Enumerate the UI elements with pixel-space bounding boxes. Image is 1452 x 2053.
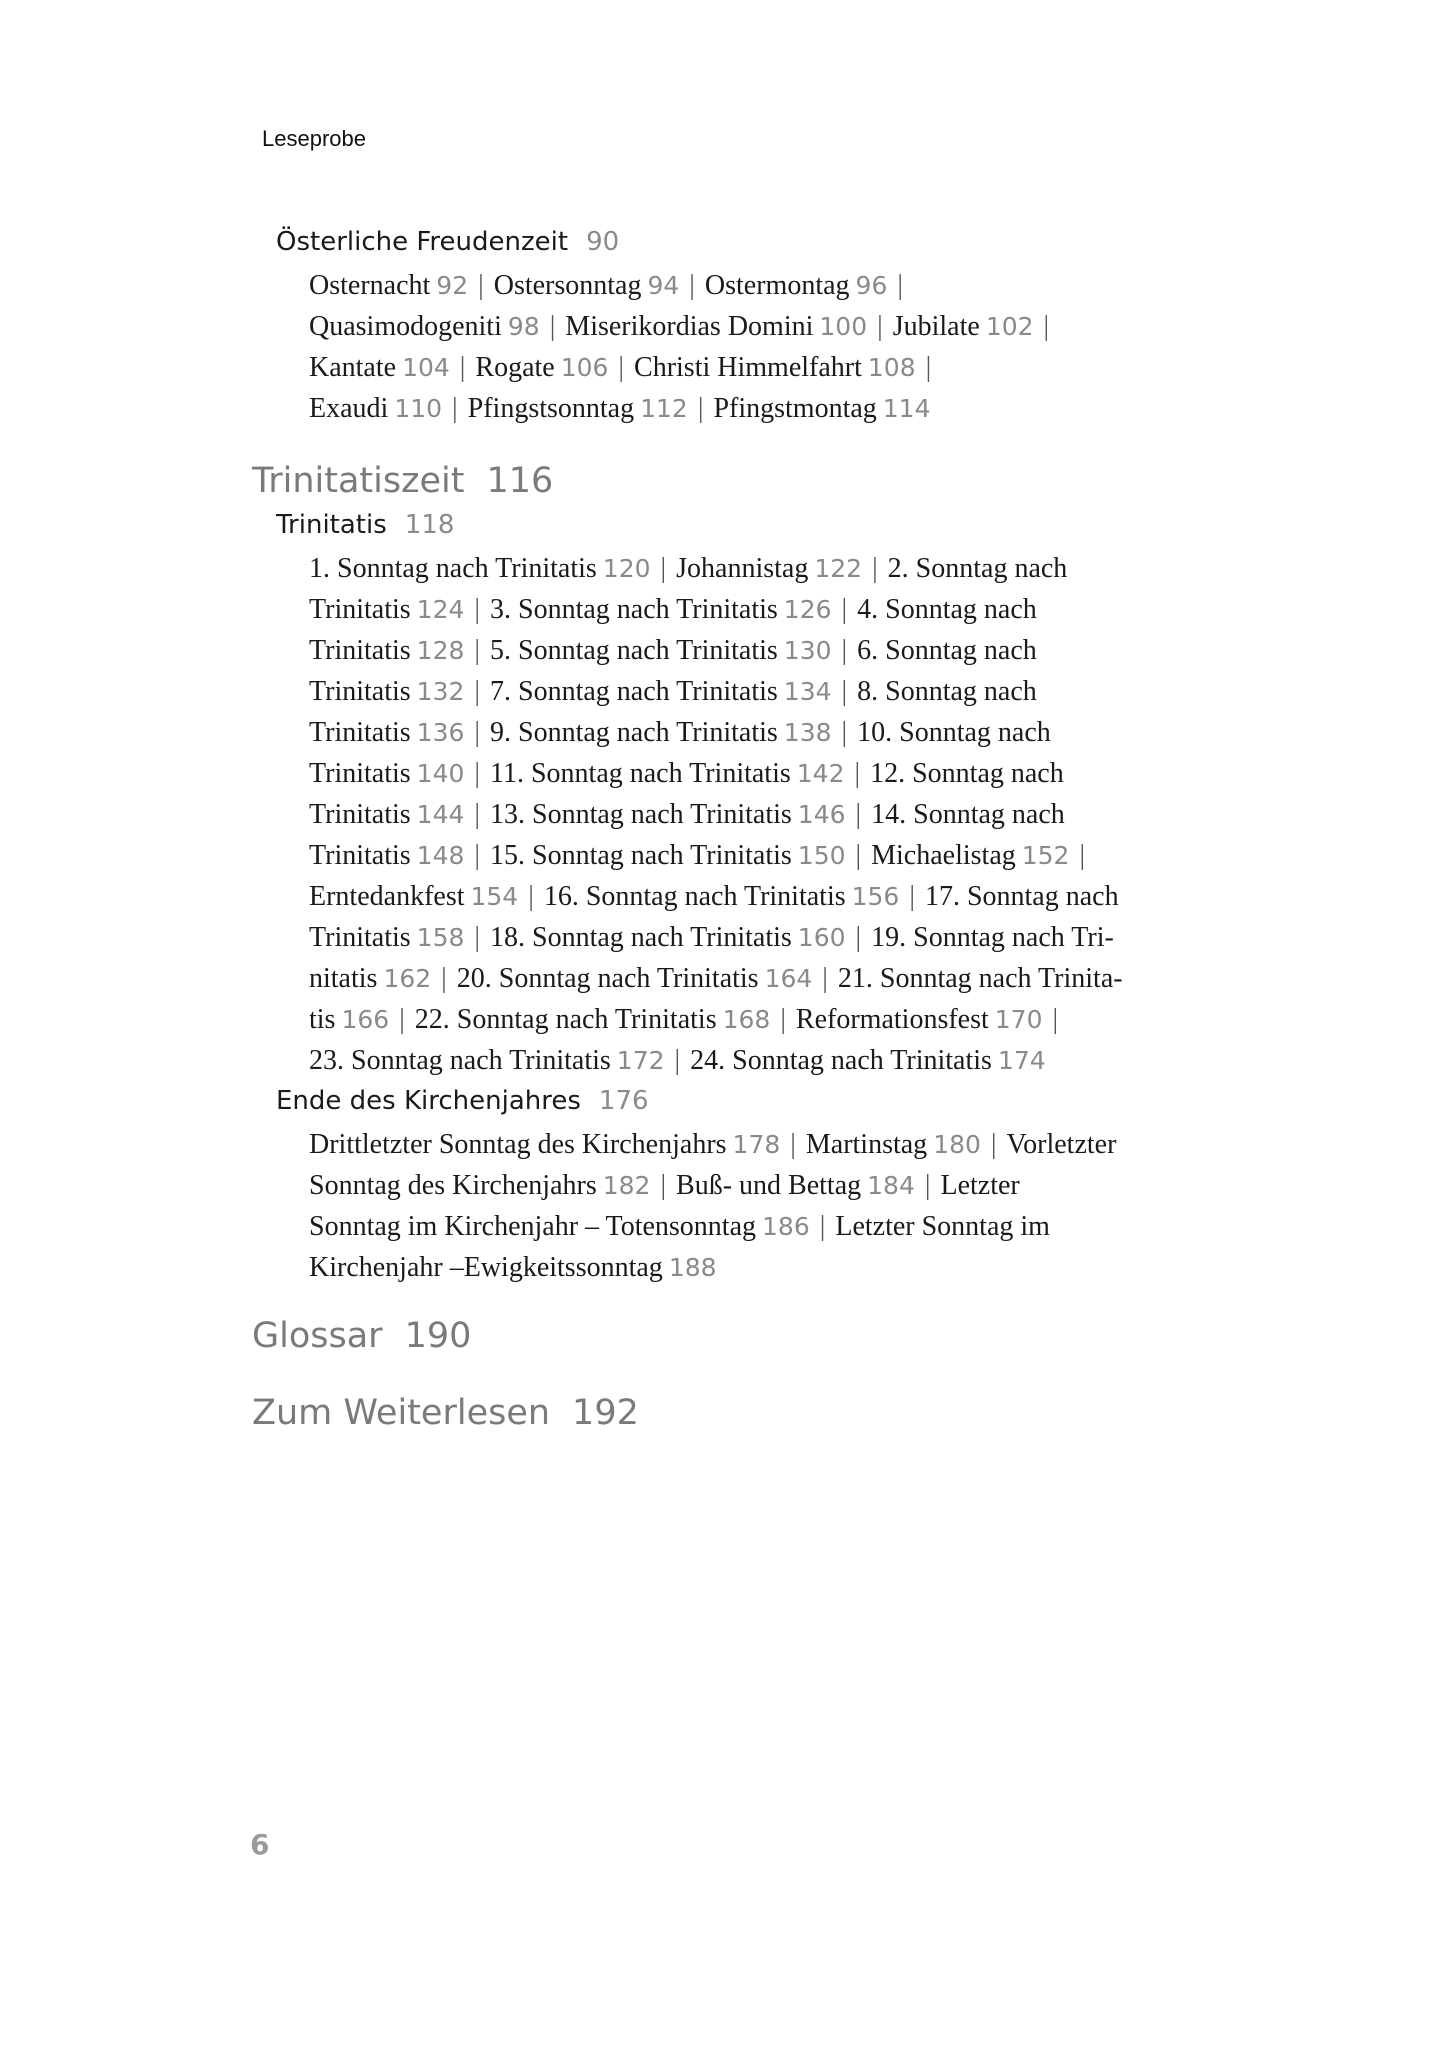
toc-heading-trinitatis: [276, 510, 454, 540]
toc-entry: [857, 717, 1051, 748]
separator: |: [841, 635, 848, 666]
separator: |: [474, 922, 480, 953]
separator: |: [780, 1004, 786, 1035]
toc-entry: [309, 676, 464, 707]
toc-entry-page: 140: [416, 759, 465, 788]
toc-entry-title: Kantate: [309, 352, 397, 383]
separator: |: [855, 799, 862, 830]
toc-line: [309, 388, 1249, 429]
toc-entry-title: Drittletzter Sonntag des Kirchenjahrs: [309, 1129, 727, 1160]
toc-entry-title: 8. Sonntag nach: [857, 676, 1037, 707]
toc-heading-title: Zum Weiterlesen: [252, 1393, 551, 1433]
toc-entry: [490, 758, 844, 789]
toc-entry-title: Sonntag des Kirchenjahrs: [309, 1170, 597, 1201]
toc-line: [309, 999, 1249, 1040]
separator: |: [618, 352, 625, 383]
toc-entry-page: 92: [436, 271, 469, 300]
toc-entry-title: 18. Sonntag nach Trinitatis: [490, 922, 792, 953]
toc-entry-title: Rogate: [475, 352, 555, 383]
toc-entry-title: 12. Sonntag nach: [870, 758, 1064, 789]
toc-entry-page: 158: [416, 923, 465, 952]
separator: |: [459, 352, 466, 383]
toc-heading-title: Österliche Freudenzeit: [276, 227, 569, 257]
toc-line: [309, 630, 1249, 671]
toc-entry: [309, 1252, 717, 1283]
toc-entry-title: 19. Sonntag nach Tri-: [871, 922, 1114, 953]
toc-entry: [838, 963, 1123, 994]
toc-entry: [857, 676, 1037, 707]
toc-entry-title: nitatis: [309, 963, 378, 994]
toc-entry-title: 10. Sonntag nach: [857, 717, 1051, 748]
toc-entry: [490, 594, 832, 625]
toc-entry-page: 122: [814, 554, 863, 583]
toc-entry-page: 172: [616, 1046, 665, 1075]
toc-entry: [309, 799, 464, 830]
toc-line: [309, 347, 1249, 388]
toc-entry: [309, 1211, 810, 1242]
toc-entry-title: Trinitatis: [309, 922, 411, 953]
toc-entry: [490, 840, 846, 871]
toc-entry: [309, 635, 464, 666]
separator: |: [660, 553, 667, 584]
toc-entries-oster: [309, 265, 1249, 429]
toc-entry-title: 2. Sonntag nach: [887, 553, 1068, 584]
toc-entry-page: 162: [383, 964, 432, 993]
toc-entry-page: 180: [933, 1130, 981, 1159]
toc-heading-title: Ende des Kirchenjahres: [276, 1086, 581, 1116]
toc-entry: [705, 270, 887, 301]
toc-entry-page: 106: [560, 353, 609, 382]
toc-line: [309, 958, 1249, 999]
toc-entry: [309, 311, 540, 342]
toc-entry-page: 94: [647, 271, 680, 300]
toc-entry-title: Miserikordias Domini: [565, 311, 814, 342]
toc-entry-page: 132: [416, 677, 465, 706]
separator: |: [478, 270, 484, 301]
separator: |: [1052, 1004, 1059, 1035]
toc-entry: [676, 553, 862, 584]
toc-entry-title: Trinitatis: [309, 840, 411, 871]
toc-entry-title: 14. Sonntag nach: [871, 799, 1065, 830]
toc-entry-title: 1. Sonntag nach Trinitatis: [309, 553, 597, 584]
toc-entry-title: 13. Sonntag nach Trinitatis: [490, 799, 792, 830]
toc-heading-page: 118: [404, 510, 455, 540]
toc-entry-title: Letzter Sonntag im: [835, 1211, 1050, 1242]
toc-entry: [871, 922, 1114, 953]
toc-entry-title: 15. Sonntag nach Trinitatis: [490, 840, 792, 871]
toc-entry-page: 166: [341, 1005, 390, 1034]
toc-entry: [309, 594, 464, 625]
toc-entry-page: 184: [867, 1171, 915, 1200]
toc-entry-page: 124: [416, 595, 465, 624]
toc-entry-title: Pfingstmontag: [713, 393, 877, 424]
toc-entry: [713, 393, 930, 424]
running-header: Leseprobe: [262, 126, 366, 151]
toc-heading-page: 176: [598, 1086, 649, 1116]
toc-entry-title: 7. Sonntag nach Trinitatis: [490, 676, 778, 707]
toc-entry-page: 136: [416, 718, 465, 747]
separator: |: [689, 270, 695, 301]
toc-entries-trinitatis: [309, 548, 1249, 1081]
toc-entry: [870, 758, 1064, 789]
toc-heading-page: 90: [586, 227, 620, 257]
toc-entry-page: 160: [797, 923, 846, 952]
toc-entry: [309, 963, 431, 994]
toc-entry-title: Trinitatis: [309, 594, 411, 625]
separator: |: [697, 393, 704, 424]
toc-entry: [309, 1045, 665, 1076]
toc-entry-title: 21. Sonntag nach Trinita-: [837, 963, 1123, 994]
toc-entry-page: 156: [851, 882, 900, 911]
toc-entry-page: 150: [797, 841, 846, 870]
toc-entry: [544, 881, 900, 912]
toc-line: [309, 1165, 1249, 1206]
toc-line: [309, 265, 1249, 306]
toc-entry: [475, 352, 608, 383]
toc-entry: [925, 881, 1119, 912]
toc-entry-title: Trinitatis: [309, 758, 411, 789]
toc-entry: [309, 881, 518, 912]
toc-entry-page: 96: [855, 271, 888, 300]
separator: |: [841, 676, 848, 707]
toc-line: [309, 876, 1249, 917]
toc-entry-page: 144: [416, 800, 465, 829]
separator: |: [909, 881, 915, 912]
toc-entry: [835, 1211, 1050, 1242]
toc-entry: [309, 1129, 780, 1160]
toc-entry: [857, 635, 1037, 666]
toc-entry-title: Buß- und Bettag: [676, 1170, 862, 1201]
toc-entry-page: 174: [997, 1046, 1046, 1075]
toc-entry: [309, 922, 464, 953]
separator: |: [441, 963, 447, 994]
separator: |: [674, 1045, 681, 1076]
toc-entry: [871, 840, 1069, 871]
toc-entry-page: 126: [783, 595, 832, 624]
toc-entry: [457, 963, 813, 994]
page-number: 6: [250, 1828, 270, 1861]
toc-entry: [490, 799, 846, 830]
toc-entry: [309, 352, 450, 383]
toc-entry-page: 152: [1021, 841, 1070, 870]
toc-entry-title: Exaudi: [309, 393, 389, 424]
toc-heading-page: 116: [486, 461, 554, 501]
toc-entry: [690, 1045, 1046, 1076]
toc-entry: [1007, 1129, 1117, 1160]
toc-entry: [871, 799, 1065, 830]
separator: |: [877, 311, 883, 342]
separator: |: [528, 881, 534, 912]
toc-entry-title: Sonntag im Kirchenjahr – Totensonntag: [309, 1211, 757, 1242]
toc-entry: [565, 311, 867, 342]
toc-line: [309, 835, 1249, 876]
toc-line: [309, 1124, 1249, 1165]
toc-entry-title: Letzter: [940, 1170, 1020, 1201]
separator: |: [790, 1129, 796, 1160]
toc-entry: [468, 393, 688, 424]
separator: |: [855, 840, 862, 871]
toc-entry-page: 142: [796, 759, 845, 788]
toc-heading-page: 192: [572, 1393, 639, 1433]
toc-entry: [309, 270, 468, 301]
separator: |: [474, 676, 480, 707]
separator: |: [897, 270, 903, 301]
toc-entry: [806, 1129, 981, 1160]
toc-entry: [676, 1170, 915, 1201]
separator: |: [452, 393, 458, 424]
toc-entry: [634, 352, 916, 383]
toc-entry-title: Jubilate: [892, 311, 980, 342]
separator: |: [399, 1004, 405, 1035]
toc-entry: [309, 393, 442, 424]
separator: |: [855, 922, 862, 953]
toc-entry-page: 164: [764, 964, 813, 993]
toc-line: [309, 794, 1249, 835]
toc-entry-page: 138: [783, 718, 832, 747]
toc-entry-page: 134: [783, 677, 832, 706]
toc-entry-title: 9. Sonntag nach Trinitatis: [490, 717, 778, 748]
toc-line: [309, 1040, 1249, 1081]
toc-entry-title: 24. Sonntag nach Trinitatis: [690, 1045, 992, 1076]
separator: |: [474, 799, 480, 830]
separator: |: [924, 1170, 931, 1201]
toc-entry-title: Kirchenjahr –Ewigkeitssonntag: [309, 1252, 663, 1283]
toc-entry-page: 120: [602, 554, 651, 583]
toc-entry-title: Christi Himmelfahrt: [634, 352, 862, 383]
toc-entry-title: Erntedankfest: [309, 881, 465, 912]
toc-heading-oesterliche-freudenzeit: [276, 227, 619, 257]
separator: |: [854, 758, 861, 789]
toc-entry-page: 128: [416, 636, 465, 665]
toc-entry: [940, 1170, 1019, 1201]
toc-heading-trinitatiszeit: [252, 461, 553, 501]
toc-entry-page: 186: [762, 1212, 810, 1241]
toc-line: [309, 589, 1249, 630]
toc-entry-title: Johannistag: [676, 553, 809, 584]
toc-entry: [490, 922, 846, 953]
toc-heading-glossar: [252, 1316, 471, 1356]
toc-entry-title: 11. Sonntag nach Trinitatis: [490, 758, 791, 789]
toc-entry-title: 3. Sonntag nach Trinitatis: [490, 594, 778, 625]
toc-heading-ende-des-kirchenjahres: [276, 1086, 649, 1116]
toc-entry-title: Reformationsfest: [795, 1004, 989, 1035]
toc-entries-ende: [309, 1124, 1249, 1288]
toc-entry-page: 130: [783, 636, 832, 665]
toc-entry-page: 110: [394, 394, 443, 423]
toc-entry: [888, 553, 1068, 584]
toc-entry: [893, 311, 1034, 342]
toc-entry: [309, 1170, 650, 1201]
toc-line: [309, 548, 1249, 589]
toc-entry-title: Michaelistag: [871, 840, 1016, 871]
toc-entry: [309, 758, 464, 789]
toc-entry-page: 182: [602, 1171, 651, 1200]
separator: |: [841, 717, 848, 748]
toc-entry-page: 154: [470, 882, 519, 911]
toc-entry: [857, 594, 1037, 625]
toc-entry-title: Trinitatis: [309, 635, 411, 666]
toc-entry-title: Trinitatis: [309, 717, 411, 748]
toc-entry-title: Ostersonntag: [493, 270, 642, 301]
toc-entry-title: 6. Sonntag nach: [857, 635, 1037, 666]
toc-entry-page: 108: [867, 353, 916, 382]
separator: |: [474, 635, 480, 666]
toc-entry-page: 168: [722, 1005, 771, 1034]
toc-entry-title: Quasimodogeniti: [309, 311, 502, 342]
toc-line: [309, 712, 1249, 753]
toc-entry-title: 22. Sonntag nach Trinitatis: [414, 1004, 717, 1035]
separator: |: [841, 594, 848, 625]
toc-heading-page: 190: [404, 1316, 472, 1356]
toc-entry-title: Osternacht: [309, 270, 431, 301]
toc-entry-title: 5. Sonntag nach Trinitatis: [490, 635, 778, 666]
toc-entry-page: 178: [732, 1130, 781, 1159]
toc-entry-title: 17. Sonntag nach: [924, 881, 1119, 912]
toc-entry-title: Trinitatis: [309, 676, 411, 707]
separator: |: [925, 352, 932, 383]
toc-entry-title: Vorletzter: [1006, 1129, 1117, 1160]
toc-entry-title: 20. Sonntag nach Trinitatis: [456, 963, 759, 994]
toc-entry-page: 188: [668, 1253, 717, 1282]
toc-line: [309, 306, 1249, 347]
separator: |: [474, 594, 480, 625]
toc-line: [309, 671, 1249, 712]
toc-entry: [309, 717, 464, 748]
toc-entry: [309, 553, 651, 584]
separator: |: [660, 1170, 667, 1201]
separator: |: [872, 553, 878, 584]
separator: |: [822, 963, 828, 994]
toc-entry-title: Martinstag: [805, 1129, 928, 1160]
toc-entry: [309, 840, 464, 871]
toc-entry: [490, 676, 832, 707]
separator: |: [1079, 840, 1086, 871]
separator: |: [474, 717, 480, 748]
toc-entry: [415, 1004, 771, 1035]
toc-entry-page: 102: [985, 312, 1034, 341]
toc-entry-page: 114: [882, 394, 931, 423]
separator: |: [474, 840, 480, 871]
toc-entry: [796, 1004, 1043, 1035]
toc-entry: [494, 270, 680, 301]
separator: |: [990, 1129, 997, 1160]
toc-heading-zum-weiterlesen: [252, 1393, 639, 1433]
toc-entry-title: Ostermontag: [704, 270, 850, 301]
toc-entry-page: 170: [994, 1005, 1043, 1034]
toc-heading-title: Trinitatiszeit: [252, 461, 465, 501]
toc-line: [309, 917, 1249, 958]
toc-entry-title: Pfingstsonntag: [467, 393, 635, 424]
separator: |: [819, 1211, 826, 1242]
separator: |: [474, 758, 480, 789]
toc-entry-title: 23. Sonntag nach Trinitatis: [309, 1045, 611, 1076]
toc-line: [309, 1206, 1249, 1247]
toc-entry: [490, 717, 832, 748]
toc-heading-title: Glossar: [252, 1316, 383, 1356]
toc-entry-page: 100: [819, 312, 868, 341]
toc-entry-page: 98: [507, 312, 540, 341]
separator: |: [1043, 311, 1050, 342]
toc-heading-title: Trinitatis: [276, 510, 387, 540]
toc-entry-page: 104: [402, 353, 450, 382]
toc-line: [309, 1247, 1249, 1288]
toc-entry: [309, 1004, 389, 1035]
toc-entry-title: 4. Sonntag nach: [857, 594, 1037, 625]
toc-entry-title: Trinitatis: [309, 799, 411, 830]
toc-entry: [490, 635, 832, 666]
toc-entry-title: 16. Sonntag nach Trinitatis: [543, 881, 846, 912]
toc-entry-page: 148: [416, 841, 465, 870]
toc-entry-page: 146: [797, 800, 846, 829]
toc-entry-title: tis: [309, 1004, 336, 1035]
toc-line: [309, 753, 1249, 794]
toc-entry-page: 112: [640, 394, 688, 423]
separator: |: [549, 311, 556, 342]
